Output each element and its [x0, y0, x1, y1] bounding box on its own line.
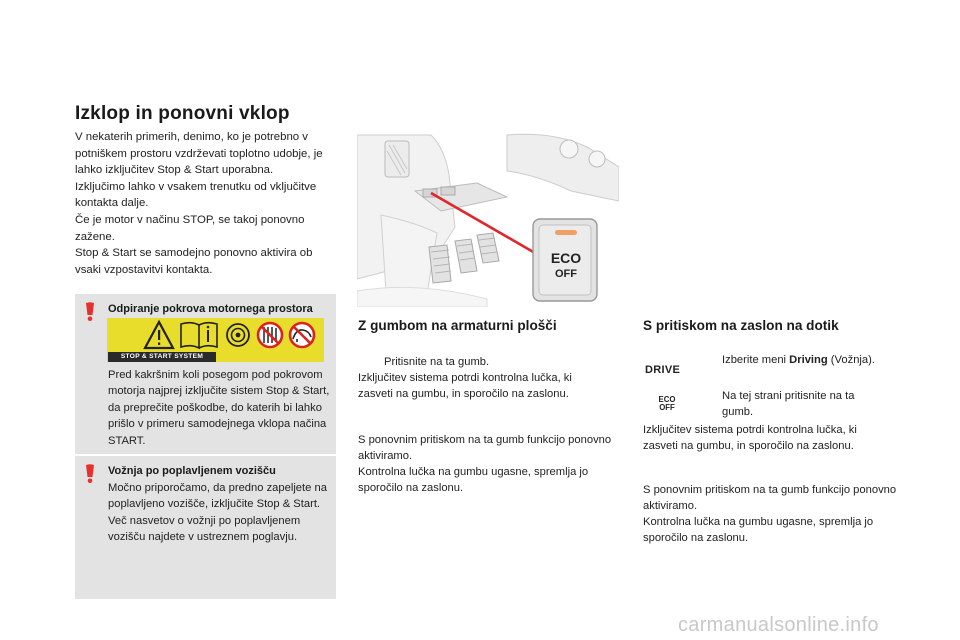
touch-step-1-bold: Driving	[789, 354, 828, 366]
drive-menu-label: DRIVE	[645, 364, 681, 376]
dashboard-step-1	[362, 354, 612, 370]
touch-step-2-text: Na tej strani pritisnite na ta gumb.	[722, 390, 855, 419]
intro-para-1: V nekaterih primerih, denimo, ko je potrebno v potniškem prostoru vzdrževati toplotno udobje, je lahko izključitev Stop & Start uporabna.	[75, 131, 323, 177]
section-touchscreen-heading: S pritiskom na zaslon na dotik	[643, 318, 839, 333]
eco-icon-line2: OFF	[659, 403, 675, 413]
dashboard-illustration	[357, 131, 619, 307]
eco-button-line1: ECO	[550, 250, 582, 266]
intro-para-2: Izključimo lahko v vsakem trenutku od vključitve kontakta dalje.	[75, 180, 317, 210]
touchscreen-step-1	[700, 352, 900, 368]
touchscreen-step-2-result: Izključitev sistema potrdi kontrolna lučka, ki zasveti na gumbu, in sporočilo na zaslonu.	[643, 424, 857, 453]
dashboard-step-1-text: Pritisnite na ta gumb.	[384, 356, 490, 368]
section-dashboard-heading: Z gumbom na armaturni plošči	[358, 318, 557, 333]
dashboard-reactivate: S ponovnim pritiskom na ta gumb funkcijo ponovno aktiviramo.	[358, 434, 612, 463]
eco-icon-line1: ECO	[658, 395, 676, 404]
touch-step-1-suffix: (Vožnja).	[827, 354, 875, 366]
eco-off-icon	[655, 396, 679, 413]
intro-para-3: Če je motor v načinu STOP, se takoj ponovno zažene.	[75, 213, 305, 243]
stop-start-label-image	[107, 318, 324, 362]
page-title: Izklop in ponovni vklop	[75, 103, 290, 124]
warning-hood-body: Pred kakršnim koli posegom pod pokrovom motorja najprej izključite sistem Stop & Start, da preprečite poškodbe, do katerih bi lahko prišlo v primeru samodejnega vklopa načina START.	[108, 369, 330, 447]
warning-hood-heading: Odpiranje pokrova motornega prostora	[108, 303, 313, 315]
intro-para-4: Stop & Start se samodejno ponovno aktivira ob vsaki vzpostavitvi kontakta.	[75, 247, 313, 276]
dashboard-step-1-result: Izključitev sistema potrdi kontrolna lučka, ki zasveti na gumbu, in sporočilo na zaslonu.	[358, 372, 572, 401]
label-strip: STOP & START SYSTEM	[108, 352, 216, 362]
touchscreen-step-2	[700, 388, 880, 421]
eco-button-line2: OFF	[555, 268, 577, 280]
touchscreen-reactivate-result: Kontrolna lučka na gumbu ugasne, spremlja jo sporočilo na zaslonu.	[643, 516, 874, 545]
touchscreen-reactivate: S ponovnim pritiskom na ta gumb funkcijo ponovno aktiviramo.	[643, 484, 897, 513]
warning-box-flood	[75, 456, 336, 599]
warning-box-hood	[75, 294, 336, 454]
warning-icon	[81, 302, 99, 322]
label-pictograms	[107, 318, 324, 352]
warning-flood-heading: Vožnja po poplavljenem vozišču	[108, 465, 276, 477]
warning-icon	[81, 464, 99, 484]
intro-text	[75, 129, 340, 278]
dashboard-reactivate-result: Kontrolna lučka na gumbu ugasne, spremlja jo sporočilo na zaslonu.	[358, 466, 589, 495]
touch-step-1-prefix: Izberite meni	[722, 354, 790, 366]
warning-flood-body: Močno priporočamo, da predno zapeljete na poplavljeno vozišče, izključite Stop & Start. Več nasvetov o vožnji po poplavljenem vozišču najdete v ustreznem poglavju.	[108, 482, 327, 544]
watermark-text: carmanualsonline.info	[678, 614, 879, 636]
